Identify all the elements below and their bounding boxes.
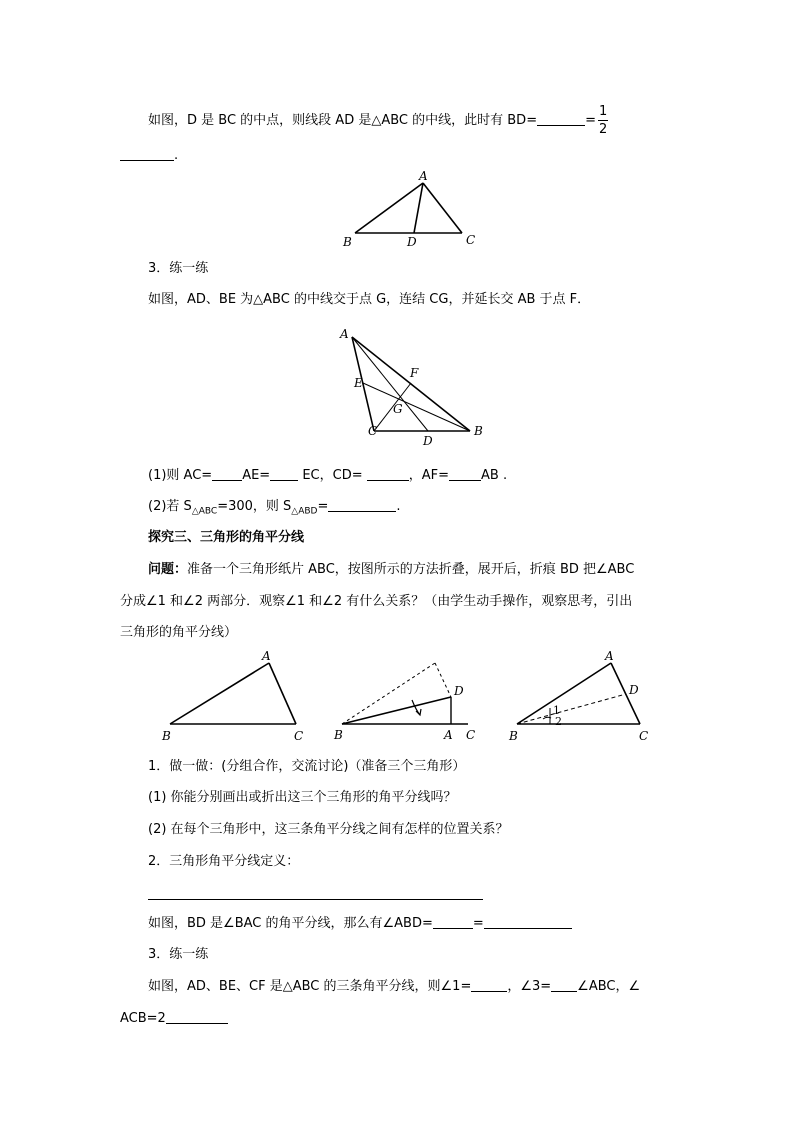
figure-triangle-abc [158,648,318,743]
practice-problem-2-cont: ACB=2 [120,1009,228,1029]
problem-line-2: 分成∠1 和∠2 两部分．观察∠1 和∠2 有什么关系？（由学生动手操作，观察思考，引出 [120,594,633,609]
label-c: C [466,728,476,742]
label-g: G [393,402,403,416]
blank-cd[interactable] [367,466,409,481]
label-a: A [605,649,614,663]
label-a: A [340,327,349,341]
label-d: D [629,683,639,697]
label-d: D [407,235,417,249]
label-a: A [262,649,271,663]
blank-abd-2[interactable] [484,914,572,929]
label-c: C [368,424,378,438]
blank-angle-1[interactable] [471,977,507,992]
label-a: A [444,728,453,742]
item-1-question-1: (1) 你能分别画出或折出这三个三角形的角平分线吗？ [148,790,457,805]
midline-statement-cont: . [120,146,178,166]
label-a: A [419,169,428,183]
label-b: B [509,729,518,743]
angle-label-2: 2 [555,715,562,728]
practice-heading-2: 3．练一练 [148,947,209,962]
practice-heading-1: 3．练一练 [148,261,209,276]
label-c: C [294,729,304,743]
label-c: C [466,233,476,247]
problem-line-1: 问题：准备一个三角形纸片 ABC，按图所示的方法折叠，展开后，折痕 BD 把∠ABC [148,562,635,577]
figure-median-triangle [340,168,480,250]
figure-angle-bisector [505,648,665,743]
blank-acb[interactable] [166,1009,228,1024]
practice-problem-2: 如图，AD、BE、CF 是△ABC 的三条角平分线，则∠1= ，∠3= ∠ABC，∠ [148,979,641,994]
practice-problem-1: 如图，AD、BE 为△ABC 的中线交于点 G，连结 CG，并延长交 AB 于点 F． [148,292,591,307]
item-1-question-2: (2) 在每个三角形中，这三条角平分线之间有怎样的位置关系？ [148,822,509,837]
problem-line-3: 三角形的角平分线） [120,625,238,640]
label-d: D [454,684,464,698]
blank-area-abd[interactable] [328,497,396,512]
section-title-bisector: 探究三、三角形的角平分线 [148,530,305,545]
figure-medians-centroid [338,325,498,450]
figure-folding [330,655,485,745]
angle-label-1: 1 [553,704,560,717]
fraction-half: $\frac{1}{2}$ [599,104,608,137]
label-e: E [354,376,363,390]
label-b: B [162,729,171,743]
blank-ae[interactable] [270,466,298,481]
label-f: F [410,366,419,380]
label-b: B [343,235,352,249]
blank-af[interactable] [449,466,481,481]
blank-half-bc[interactable] [120,146,174,161]
label-b: B [474,424,483,438]
label-b: B [334,728,343,742]
item-2: 2．三角形角平分线定义： [148,854,300,869]
midline-statement: 如图，D 是 BC 的中点，则线段 AD 是△ABC 的中线，此时有 BD= = $\frac{1}{2}$ [148,104,608,137]
question-1: (1)则 AC= AE= EC，CD= ，AF= AB . [148,468,508,483]
label-c: C [639,729,649,743]
item-1: 1．做一做：(分组合作，交流讨论)（准备三个三角形） [148,759,466,774]
question-2: (2)若 $S_{\triangle ABC}=300$，则 $S_{\triangle ABD}=$ . [148,499,401,517]
blank-angle-3[interactable] [551,977,577,992]
blank-definition[interactable] [148,899,483,900]
blank-abd-1[interactable] [433,914,473,929]
blank-ac[interactable] [212,466,242,481]
blank-bd[interactable] [537,111,585,126]
label-d: D [423,434,433,448]
bisector-statement: 如图，BD 是∠BAC 的角平分线，那么有∠ABD= = [148,914,572,934]
